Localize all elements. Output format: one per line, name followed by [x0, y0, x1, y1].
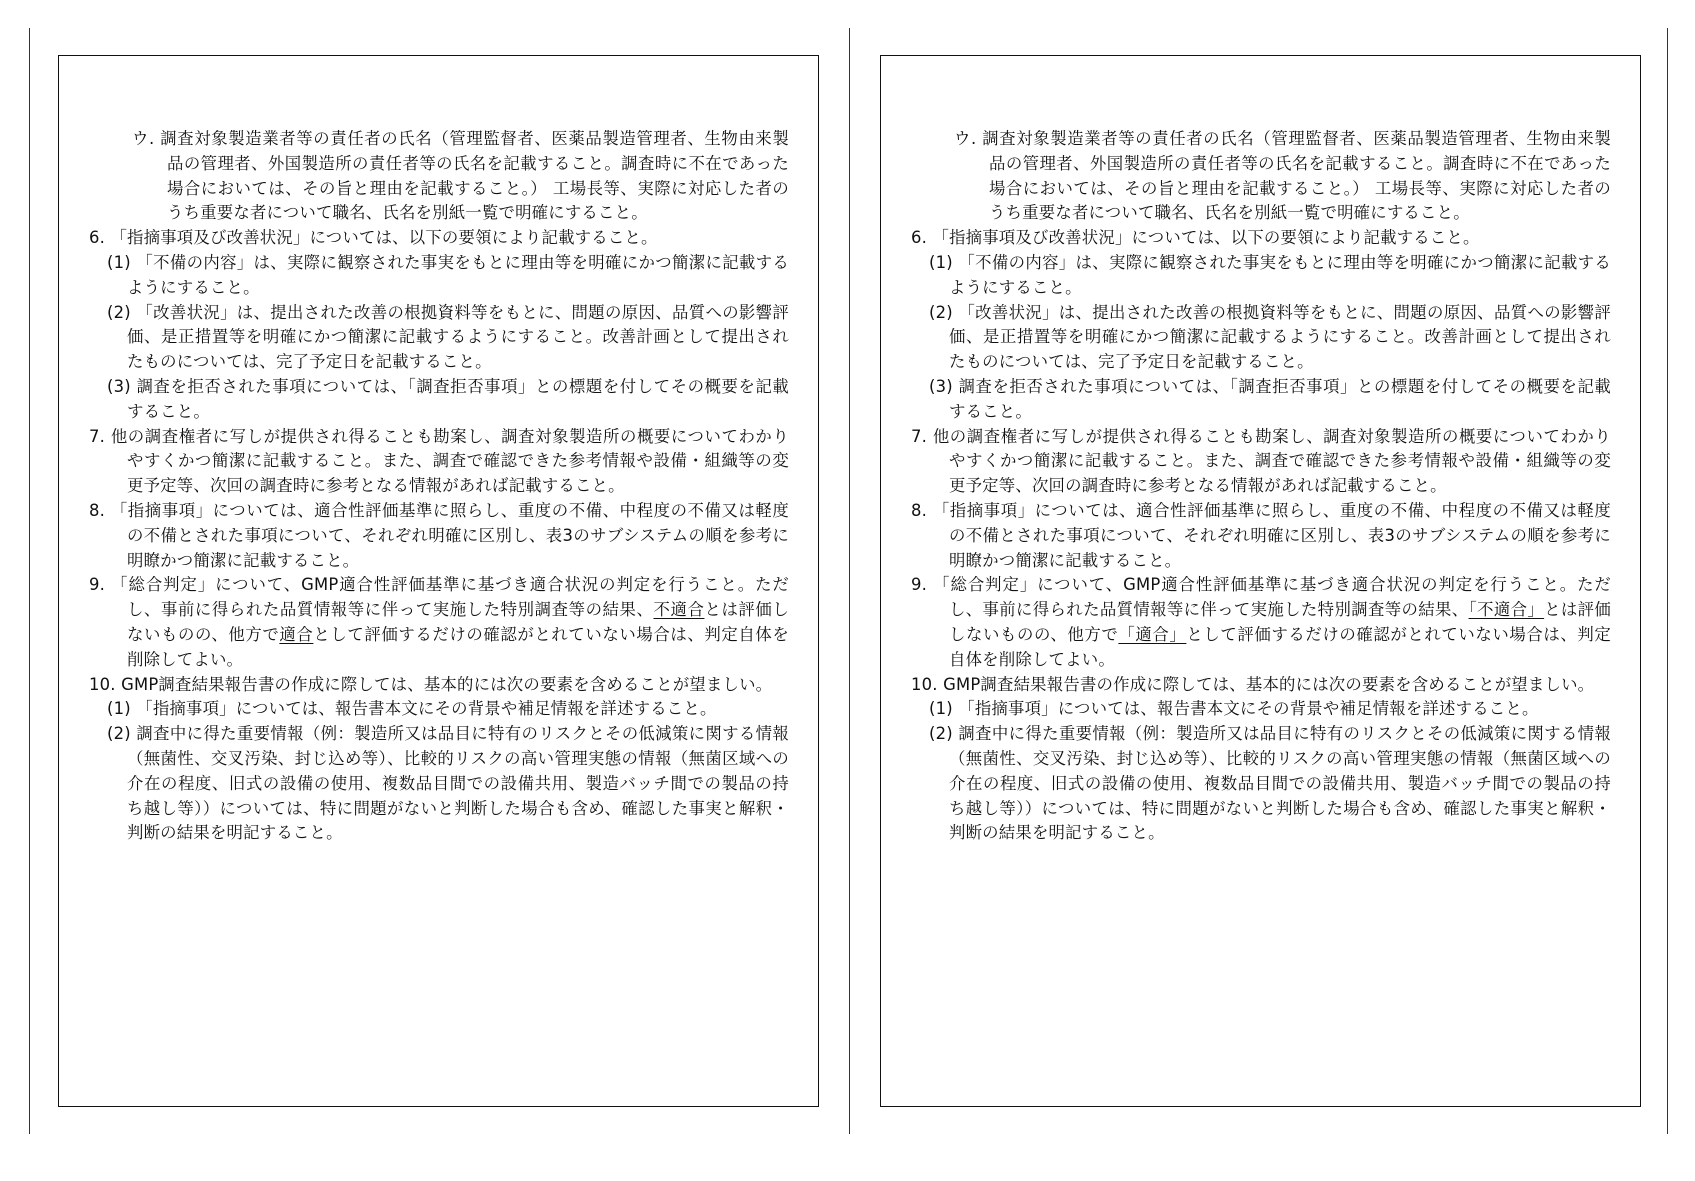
text-segment: 8. 「指摘事項」については、適合性評価基準に照らし、重度の不備、中程度の不備又は軽度の不備とされた事項について、それぞれ明確に区別し、表3のサブシステムの順を参考に明瞭かつ簡潔に記載すること。 — [89, 500, 789, 570]
text-segment: 10. GMP調査結果報告書の作成に際しては、基本的には次の要素を含めることが望ましい。 — [911, 674, 1595, 694]
paragraph — [89, 226, 789, 251]
document-page-left — [58, 55, 819, 1107]
paragraph — [911, 251, 1611, 301]
paragraph — [89, 301, 789, 375]
paragraph — [911, 301, 1611, 375]
text-segment: (1) 「不備の内容」は、実際に観察された事実をもとに理由等を明確にかつ簡潔に記載するようにすること。 — [107, 252, 789, 297]
text-segment: 9. 「総合判定」について、GMP適合性評価基準に基づき適合状況の判定を行うこと。ただし、事前に得られた品質情報等に伴って実施した特別調査等の結果、 — [89, 575, 789, 620]
paragraph — [89, 722, 789, 846]
left-edge-line — [29, 28, 30, 1134]
page-content — [89, 127, 789, 846]
paragraph — [911, 722, 1611, 846]
text-segment: 7. 他の調査権者に写しが提供され得ることも勘案し、調査対象製造所の概要についてわかりやすくかつ簡潔に記載すること。また、調査で確認できた参考情報や設備・組織等の変更予定等、次回の調査時に参考となる情報があれば記載すること。 — [89, 426, 789, 496]
text-segment: として評価するだけの確認がとれていない場合は、判定自体を削除してよい。 — [127, 624, 789, 669]
paragraph — [89, 425, 789, 499]
text-segment: 6. 「指摘事項及び改善状況」については、以下の要領により記載すること。 — [911, 228, 1480, 248]
document-page-right — [880, 55, 1641, 1107]
underlined-term: 「不適合」 — [1468, 600, 1545, 620]
paragraph — [89, 673, 789, 698]
paragraph — [911, 499, 1611, 573]
text-segment: ウ. 調査対象製造業者等の責任者の氏名（管理監督者、医薬品製造管理者、生物由来製品の管理者、外国製造所の責任者等の氏名を記載すること。調査時に不在であった場合においては、その旨と理由を記載すること。） 工場長等、実際に対応した者のうち重要な者について職名、氏名を別紙一覧で明確にすること。 — [132, 129, 789, 223]
paragraph — [89, 499, 789, 573]
text-segment: (3) 調査を拒否された事項については、「調査拒否事項」との標題を付してその概要を記載すること。 — [929, 376, 1611, 421]
paragraph — [89, 375, 789, 425]
underlined-term: 不適合 — [653, 600, 705, 620]
paragraph — [89, 573, 789, 672]
paragraph — [911, 573, 1611, 672]
paragraph — [89, 251, 789, 301]
text-segment: とは評価しないものの、他方で — [949, 600, 1611, 644]
paragraph — [911, 127, 1611, 226]
text-segment: (1) 「指摘事項」については、報告書本文にその背景や補足情報を詳述すること。 — [107, 699, 717, 719]
text-segment: 8. 「指摘事項」については、適合性評価基準に照らし、重度の不備、中程度の不備又は軽度の不備とされた事項について、それぞれ明確に区別し、表3のサブシステムの順を参考に明瞭かつ簡潔に記載すること。 — [911, 500, 1611, 570]
page-content — [911, 127, 1611, 846]
paragraph — [911, 226, 1611, 251]
text-segment: (2) 調査中に得た重要情報（例：製造所又は品目に特有のリスクとその低減策に関する情報（無菌性、交叉汚染、封じ込め等）、比較的リスクの高い管理実態の情報（無菌区域への介在の程度、旧式の設備の使用、複数品目間での設備共用、製造バッチ間での製品の持ち越し等））については、特に問題がないと判断した場合も含め、確認した事実と解釈・判断の結果を明記すること。 — [107, 724, 789, 843]
text-segment: (1) 「不備の内容」は、実際に観察された事実をもとに理由等を明確にかつ簡潔に記載するようにすること。 — [929, 252, 1611, 297]
text-segment: 10. GMP調査結果報告書の作成に際しては、基本的には次の要素を含めることが望ましい。 — [89, 674, 773, 694]
paragraph — [89, 127, 789, 226]
text-segment: (2) 「改善状況」は、提出された改善の根拠資料等をもとに、問題の原因、品質への影響評価、是正措置等を明確にかつ簡潔に記載するようにすること。改善計画として提出されたものについては、完了予定日を記載すること。 — [929, 302, 1611, 372]
paragraph — [911, 425, 1611, 499]
center-divider-line — [849, 28, 850, 1134]
text-segment: (3) 調査を拒否された事項については、「調査拒否事項」との標題を付してその概要を記載すること。 — [107, 376, 789, 421]
text-segment: (2) 調査中に得た重要情報（例：製造所又は品目に特有のリスクとその低減策に関する情報（無菌性、交叉汚染、封じ込め等）、比較的リスクの高い管理実態の情報（無菌区域への介在の程度、旧式の設備の使用、複数品目間での設備共用、製造バッチ間での製品の持ち越し等））については、特に問題がないと判断した場合も含め、確認した事実と解釈・判断の結果を明記すること。 — [929, 724, 1611, 843]
text-segment: (2) 「改善状況」は、提出された改善の根拠資料等をもとに、問題の原因、品質への影響評価、是正措置等を明確にかつ簡潔に記載するようにすること。改善計画として提出されたものについては、完了予定日を記載すること。 — [107, 302, 789, 372]
underlined-term: 適合 — [279, 624, 314, 644]
text-segment: とは評価しないものの、他方で — [127, 600, 789, 644]
paragraph — [911, 375, 1611, 425]
paragraph — [89, 697, 789, 722]
text-segment: ウ. 調査対象製造業者等の責任者の氏名（管理監督者、医薬品製造管理者、生物由来製品の管理者、外国製造所の責任者等の氏名を記載すること。調査時に不在であった場合においては、その旨と理由を記載すること。） 工場長等、実際に対応した者のうち重要な者について職名、氏名を別紙一覧で明確にすること。 — [954, 129, 1611, 223]
text-segment: 7. 他の調査権者に写しが提供され得ることも勘案し、調査対象製造所の概要についてわかりやすくかつ簡潔に記載すること。また、調査で確認できた参考情報や設備・組織等の変更予定等、次回の調査時に参考となる情報があれば記載すること。 — [911, 426, 1611, 496]
text-segment: (1) 「指摘事項」については、報告書本文にその背景や補足情報を詳述すること。 — [929, 699, 1539, 719]
right-edge-line — [1667, 28, 1668, 1134]
text-segment: 6. 「指摘事項及び改善状況」については、以下の要領により記載すること。 — [89, 228, 658, 248]
underlined-term: 「適合」 — [1118, 624, 1187, 644]
paragraph — [911, 697, 1611, 722]
text-segment: として評価するだけの確認がとれていない場合は、判定自体を削除してよい。 — [949, 624, 1611, 669]
text-segment: 9. 「総合判定」について、GMP適合性評価基準に基づき適合状況の判定を行うこと。ただし、事前に得られた品質情報等に伴って実施した特別調査等の結果、 — [911, 575, 1611, 620]
paragraph — [911, 673, 1611, 698]
